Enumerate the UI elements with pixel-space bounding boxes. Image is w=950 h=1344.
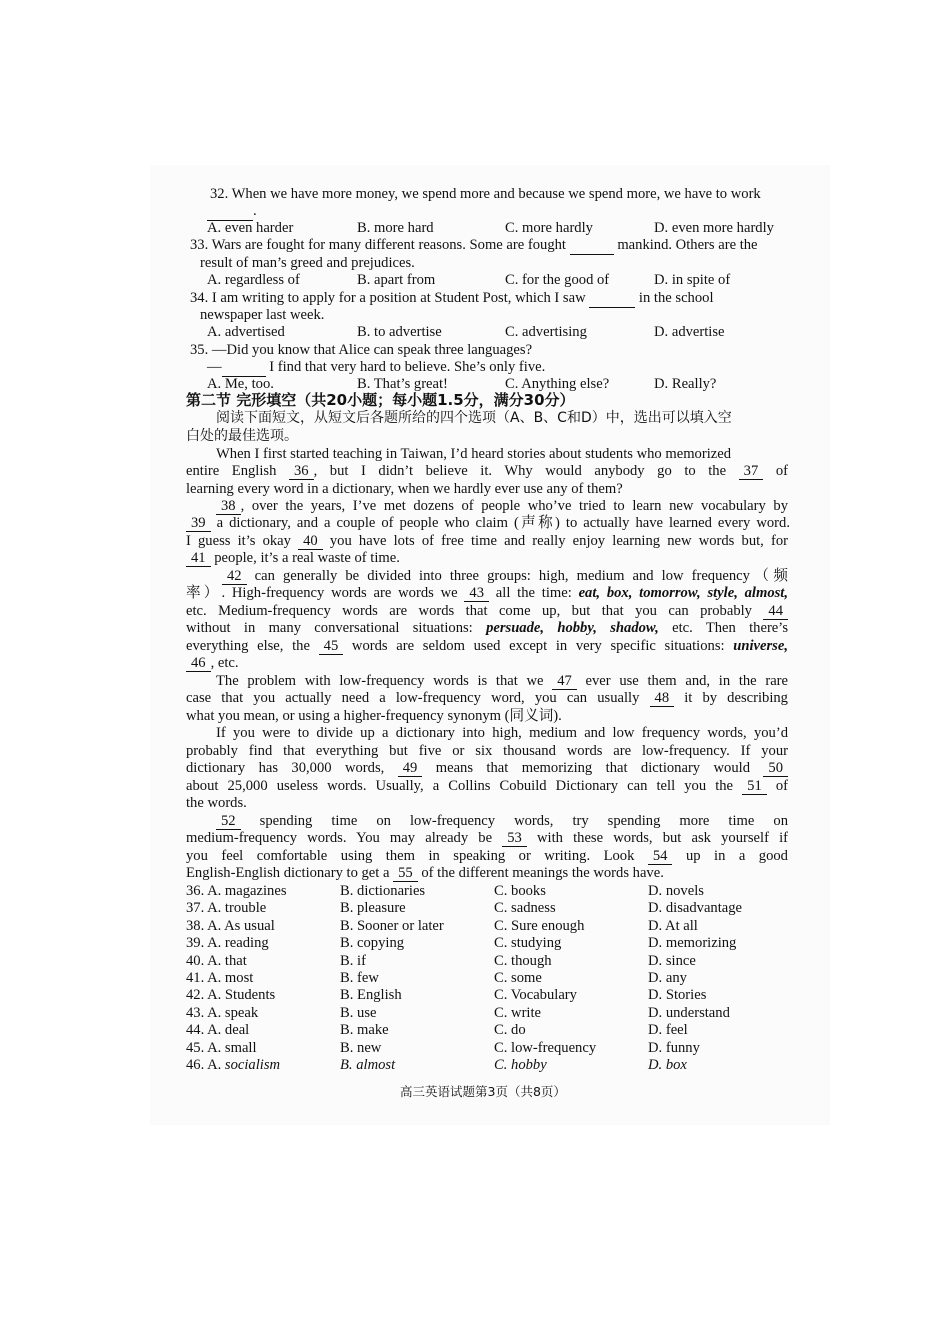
passage-line: what you mean, or using a higher-frequency synonym (同义词).: [186, 708, 562, 724]
q32-option-d: D. even more hardly: [654, 220, 774, 236]
blank-46: 46: [186, 655, 211, 672]
q33-option-a: A. regardless of: [207, 272, 300, 288]
answer-blank: [222, 359, 266, 377]
cloze-option: 46. A. socialism: [186, 1057, 281, 1073]
cloze-option: D. At all: [648, 917, 698, 934]
blank-54: 54: [648, 848, 673, 865]
cloze-option: C. some: [494, 970, 542, 986]
blank-41: 41: [186, 550, 211, 567]
cloze-option: C. write: [494, 1004, 542, 1021]
example-words: eat, box, tomorrow, style, almost,: [578, 585, 789, 601]
blank-52: 52: [216, 813, 241, 830]
q34-option-a: A. advertised: [207, 324, 285, 340]
passage-line: without in many conversational situations: persuade, hobby, shadow, etc. Then there’s: [186, 620, 789, 636]
blank-42: 42: [222, 568, 247, 585]
cloze-option: B. use: [340, 1004, 377, 1021]
cloze-option: D. feel: [648, 1022, 688, 1039]
blank-37: 37: [739, 463, 764, 480]
passage-line: 41 people, it’s a real waste of time.: [186, 550, 400, 567]
cloze-option: C. books: [494, 883, 546, 899]
blank-48: 48: [650, 690, 675, 707]
cloze-option: B. English: [340, 987, 402, 1004]
passage-line: If you were to divide up a dictionary into high, medium and low frequency words, you’d: [216, 725, 788, 741]
q34-option-b: B. to advertise: [357, 324, 442, 340]
cloze-option: 39. A. reading: [186, 935, 269, 952]
cloze-option: 40. A. that: [186, 952, 247, 969]
answer-blank: [589, 290, 635, 308]
passage-line: English-English dictionary to get a 55 of the different meanings the words have.: [186, 865, 664, 881]
passage-line: I guess it’s okay 40 you have lots of free time and really enjoy learning new words but, for: [186, 533, 788, 549]
passage-line: 率）. High-frequency words are words we 43 all the time: eat, box, tomorrow, style, almost,: [186, 585, 789, 601]
example-words: persuade, hobby, shadow,: [486, 620, 659, 636]
cloze-option: C. sadness: [494, 900, 556, 917]
cloze-option: B. dictionaries: [340, 883, 426, 899]
cloze-option: B. pleasure: [340, 900, 406, 917]
page-footer: 高三英语试题第3页（共8页）: [400, 1084, 566, 1099]
blank-50: 50: [763, 760, 788, 777]
passage-line: 46 , etc.: [186, 655, 239, 672]
cloze-option: 42. A. Students: [186, 987, 276, 1004]
cloze-option: B. new: [340, 1039, 382, 1056]
cloze-option: 37. A. trouble: [186, 900, 267, 917]
blank-45: 45: [319, 638, 344, 655]
cloze-option: 38. A. As usual: [186, 917, 275, 934]
cloze-option: B. almost: [340, 1057, 396, 1073]
blank-49: 49: [398, 760, 423, 777]
blank-44: 44: [763, 603, 788, 620]
q34-option-d: D. advertise: [654, 324, 725, 340]
blank-47: 47: [552, 673, 577, 690]
blank-43: 43: [464, 585, 489, 602]
cloze-option: D. any: [648, 970, 687, 986]
passage-line: 42 can generally be divided into three groups: high, medium and low frequency（频: [222, 568, 788, 585]
q33-stem: 33. Wars are fought for many different reasons. Some are fought mankind. Others are the: [190, 237, 758, 253]
passage-line: When I first started teaching in Taiwan, I’d heard stories about students who memorized: [216, 446, 732, 462]
cloze-option: 45. A. small: [186, 1039, 257, 1056]
q32-option-a: A. even harder: [207, 220, 294, 236]
q32-blank-line: .: [207, 203, 257, 221]
passage-line: 39 a dictionary, and a couple of people who claim (声称) to actually have learned every word.: [186, 515, 790, 532]
q32-option-c: C. more hardly: [505, 220, 593, 236]
cloze-option: D. funny: [648, 1039, 700, 1056]
passage-line: medium-frequency words. You may already be 53 with these words, but ask yourself if: [186, 830, 789, 846]
cloze-option: C. though: [494, 952, 552, 969]
cloze-option: 41. A. most: [186, 970, 254, 986]
cloze-option: C. hobby: [494, 1057, 547, 1073]
passage-line: learning every word in a dictionary, when we hardly ever use any of them?: [186, 481, 623, 497]
cloze-option: C. low-frequency: [494, 1039, 597, 1056]
cloze-option: B. if: [340, 952, 366, 969]
blank-39: 39: [186, 515, 211, 532]
example-words: universe,: [733, 638, 788, 654]
cloze-option: C. studying: [494, 935, 562, 952]
q33-option-c: C. for the good of: [505, 272, 610, 288]
cloze-option: D. memorizing: [648, 935, 737, 952]
passage-line: you feel comfortable using them in speaking or writing. Look 54 up in a good: [186, 848, 788, 864]
cloze-option: B. make: [340, 1022, 389, 1039]
q34-option-c: C. advertising: [505, 324, 587, 340]
cloze-option: D. novels: [648, 883, 704, 899]
blank-51: 51: [742, 778, 767, 795]
cloze-option: 43. A. speak: [186, 1004, 259, 1021]
passage-line: The problem with low-frequency words is that we 47 ever use them and, in the rare: [216, 673, 789, 689]
cloze-option: 36. A. magazines: [186, 883, 287, 899]
passage-line: everything else, the 45 words are seldom used except in very specific situations: universe,: [186, 638, 788, 654]
cloze-option: B. few: [340, 970, 379, 986]
section2-heading: 第二节 完形填空（共20小题；每小题1.5分，满分30分）: [186, 391, 575, 409]
blank-55: 55: [393, 865, 418, 882]
q35-option-c: C. Anything else?: [505, 376, 610, 392]
cloze-option: D. box: [648, 1057, 687, 1073]
cloze-option: B. copying: [340, 935, 405, 952]
section2-instruction: 阅读下面短文，从短文后各题所给的四个选项（A、B、C和D）中，选出可以填入空: [216, 410, 732, 426]
passage-line: the words.: [186, 795, 247, 811]
cloze-option: C. Sure enough: [494, 917, 585, 934]
blank-53: 53: [502, 830, 527, 847]
q35-option-a: A. Me, too.: [207, 376, 274, 392]
q35-option-b: B. That’s great!: [357, 376, 448, 392]
q34-stem: 34. I am writing to apply for a position at Student Post, which I saw in the school: [190, 290, 714, 306]
passage-line: case that you actually need a low-frequency word, you can usually 48 it by describing: [186, 690, 788, 706]
q35-stem-cont: — I find that very hard to believe. She’s only five.: [207, 359, 546, 375]
cloze-option: C. do: [494, 1022, 526, 1039]
cloze-option: D. Stories: [648, 987, 707, 1004]
passage-line: 38 , over the years, I’ve met dozens of people who’ve tried to learn new vocabulary by: [216, 498, 788, 515]
cloze-option: D. understand: [648, 1004, 730, 1021]
answer-blank: [207, 203, 253, 221]
q33-stem-cont: result of man’s greed and prejudices.: [200, 255, 415, 271]
passage-line: 52 spending time on low-frequency words, try spending more time on: [216, 813, 788, 830]
q35-option-d: D. Really?: [654, 376, 717, 392]
passage-line: etc. Medium-frequency words are words that come up, but that you can probably 44: [186, 603, 788, 620]
answer-blank: [570, 237, 614, 255]
passage-line: dictionary has 30,000 words, 49 means that memorizing that dictionary would 50: [186, 760, 788, 777]
cloze-option: C. Vocabulary: [494, 987, 577, 1004]
cloze-option: B. Sooner or later: [340, 917, 444, 934]
blank-40: 40: [298, 533, 323, 550]
q32-option-b: B. more hard: [357, 220, 434, 236]
cloze-option: D. disadvantage: [648, 900, 743, 917]
q32-stem: 32. When we have more money, we spend more and because we spend more, we have to work: [210, 186, 761, 202]
passage-line: entire English 36 , but I didn’t believe it. Why would anybody go to the 37 of: [186, 463, 789, 479]
q35-stem: 35. —Did you know that Alice can speak three languages?: [190, 342, 533, 358]
blank-38: 38: [216, 498, 241, 515]
cloze-option: D. since: [648, 952, 696, 969]
passage-line: probably find that everything but five or six thousand words are low-frequency. If your: [186, 743, 788, 759]
q33-option-d: D. in spite of: [654, 272, 731, 288]
passage-line: about 25,000 useless words. Usually, a Collins Cobuild Dictionary can tell you the 51 of: [186, 778, 788, 794]
q34-stem-cont: newspaper last week.: [200, 307, 325, 323]
section2-instruction-cont: 白处的最佳选项。: [186, 428, 298, 444]
blank-36: 36: [289, 463, 314, 480]
q33-option-b: B. apart from: [357, 272, 436, 288]
cloze-option: 44. A. deal: [186, 1022, 250, 1039]
